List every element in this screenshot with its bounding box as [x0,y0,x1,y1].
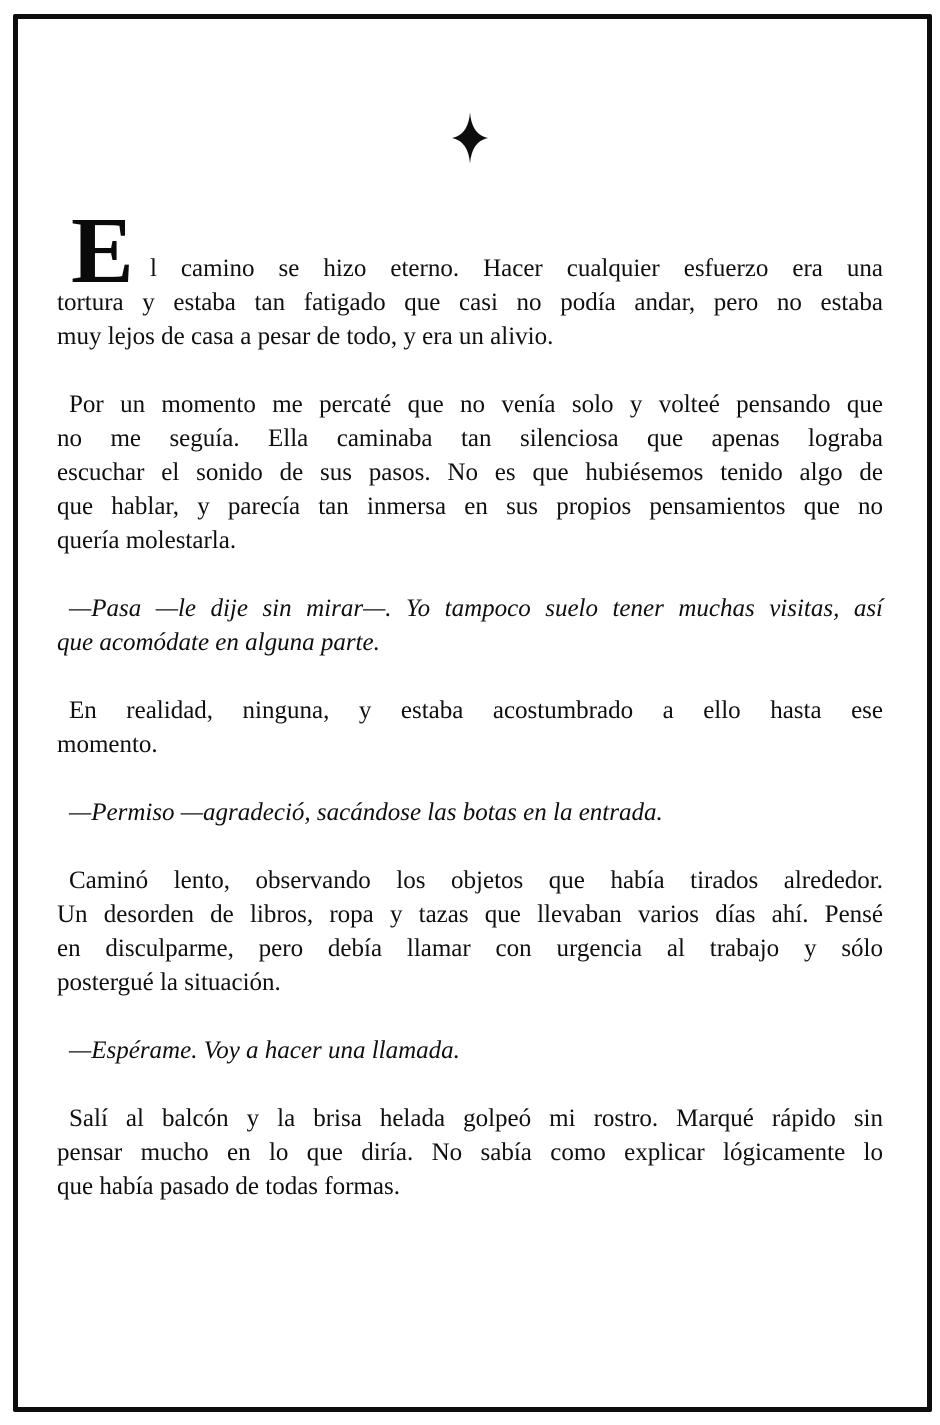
text-line: —Permiso —agradeció, sacándose las botas en la entrada. [69,799,663,826]
text-line: Caminó lento, observando los objetos que había tirados alrededor. [69,867,883,894]
text-line: quería molestarla. [57,527,237,554]
paragraph-opening [57,199,883,354]
drop-cap: E [71,199,134,303]
text-line: Salí al balcón y la brisa helada golpeó mi rostro. Marqué rápido sin [69,1105,883,1132]
text-line: que había pasado de todas formas. [57,1173,400,1200]
text-line: —Espérame. Voy a hacer una llamada. [69,1037,460,1064]
paragraph-dialogue [57,592,883,660]
text-line: pensar mucho en lo que diría. No sabía como explicar lógicamente lo [57,1139,883,1166]
text-line: En realidad, ninguna, y estaba acostumbrado a ello hasta ese [69,697,883,724]
body-text [57,199,883,1238]
text-line: momento. [57,731,158,758]
star-ornament-icon [452,112,488,164]
paragraph [57,694,883,762]
paragraph-dialogue [57,1034,883,1068]
paragraph [57,1102,883,1204]
text-line: postergué la situación. [57,969,281,996]
text-line: no me seguía. Ella caminaba tan silenciosa que apenas lograba [57,425,883,452]
text-line: tortura y estaba tan fatigado que casi no podía andar, pero no estaba [57,289,883,316]
text-line: muy lejos de casa a pesar de todo, y era un alivio. [57,323,554,350]
text-line: l camino se hizo eterno. Hacer cualquier esfuerzo era una [150,255,883,282]
text-line: en disculparme, pero debía llamar con urgencia al trabajo y sólo [57,935,883,962]
paragraph [57,388,883,558]
paragraph-dialogue [57,796,883,830]
text-line: escuchar el sonido de sus pasos. No es que hubiésemos tenido algo de [57,459,883,486]
text-line: Un desorden de libros, ropa y tazas que llevaban varios días ahí. Pensé [57,901,883,928]
text-line: Por un momento me percaté que no venía solo y volteé pensando que [69,391,883,418]
text-line: —Pasa —le dije sin mirar—. Yo tampoco suelo tener muchas visitas, así [69,595,883,622]
text-line: que acomódate en alguna parte. [57,629,380,656]
text-line: que hablar, y parecía tan inmersa en sus propios pensamientos que no [57,493,883,520]
paragraph [57,864,883,1000]
